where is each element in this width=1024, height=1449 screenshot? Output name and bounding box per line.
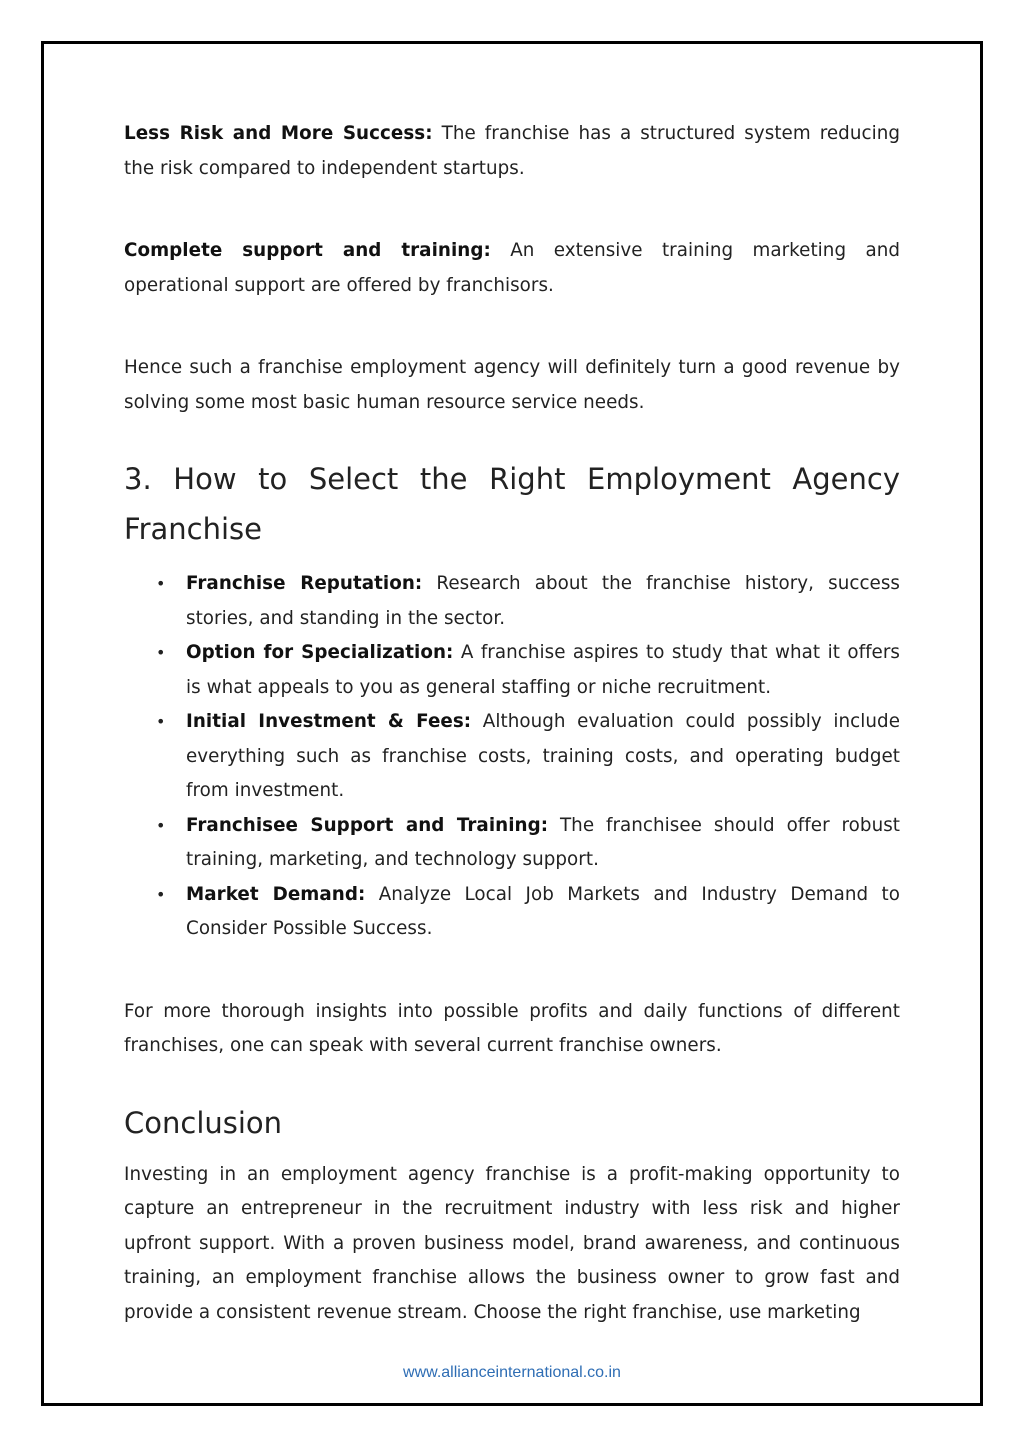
benefit-text: An extensive training marketing and operational support are offered by franchisors. — [124, 240, 900, 296]
item-text: Analyze Local Job Markets and Industry Demand to Consider Possible Success. — [186, 883, 900, 939]
benefit-title: Less Risk and More Success: — [124, 123, 433, 144]
footer-website-link[interactable]: www.allianceinternational.co.in — [403, 1364, 621, 1381]
list-item — [124, 567, 900, 636]
item-title: Franchisee Support and Training: — [186, 814, 549, 836]
conclusion-text: Investing in an employment agency franchise is a profit-making opportunity to capture an entrepreneur in the recruitment industry with less risk and higher upfront support. With a proven business model, brand awareness, and continuous training, an employment franchise allows the business owner to grow fast and provide a consistent revenue stream. Choose the right franchise, use marketing — [124, 1163, 900, 1323]
document-body — [124, 117, 900, 1330]
summary-paragraph: Hence such a franchise employment agency will definitely turn a good revenue by solving some most basic human resource service needs. — [124, 357, 900, 413]
bullet-icon: • — [156, 884, 166, 904]
item-text: A franchise aspires to study that what it offers is what appeals to you as general staffing or niche recruitment. — [186, 642, 900, 698]
bullet-icon: • — [156, 712, 166, 731]
benefit-less-risk — [124, 117, 900, 186]
conclusion-heading: Conclusion — [124, 1105, 283, 1140]
benefit-title: Complete support and training: — [124, 240, 491, 261]
bullet-icon: • — [156, 574, 166, 593]
closing-paragraph: For more thorough insights into possible profits and daily functions of different franchises, one can speak with several current franchise owners. — [124, 1000, 900, 1056]
item-title: Market Demand: — [186, 883, 366, 905]
benefit-text: The franchise has a structured system reducing the risk compared to independent startups. — [124, 123, 900, 179]
benefit-support-training — [124, 234, 900, 303]
item-title: Initial Investment & Fees: — [186, 711, 472, 732]
list-item — [124, 705, 900, 809]
selection-criteria-list — [124, 567, 900, 947]
bullet-icon: • — [156, 643, 166, 662]
list-item — [124, 878, 900, 947]
list-item — [124, 809, 900, 878]
section-3-heading: 3. How to Select the Right Employment Agency Franchise — [124, 462, 900, 546]
bullet-icon: • — [156, 815, 166, 835]
item-text: Although evaluation could possibly include everything such as franchise costs, training costs, and operating budget from investment. — [186, 711, 900, 801]
item-text: Research about the franchise history, success stories, and standing in the sector. — [186, 573, 900, 629]
item-text: The franchisee should offer robust training, marketing, and technology support. — [186, 814, 900, 870]
list-item — [124, 636, 900, 705]
item-title: Franchise Reputation: — [186, 573, 423, 594]
item-title: Option for Specialization: — [186, 642, 454, 663]
